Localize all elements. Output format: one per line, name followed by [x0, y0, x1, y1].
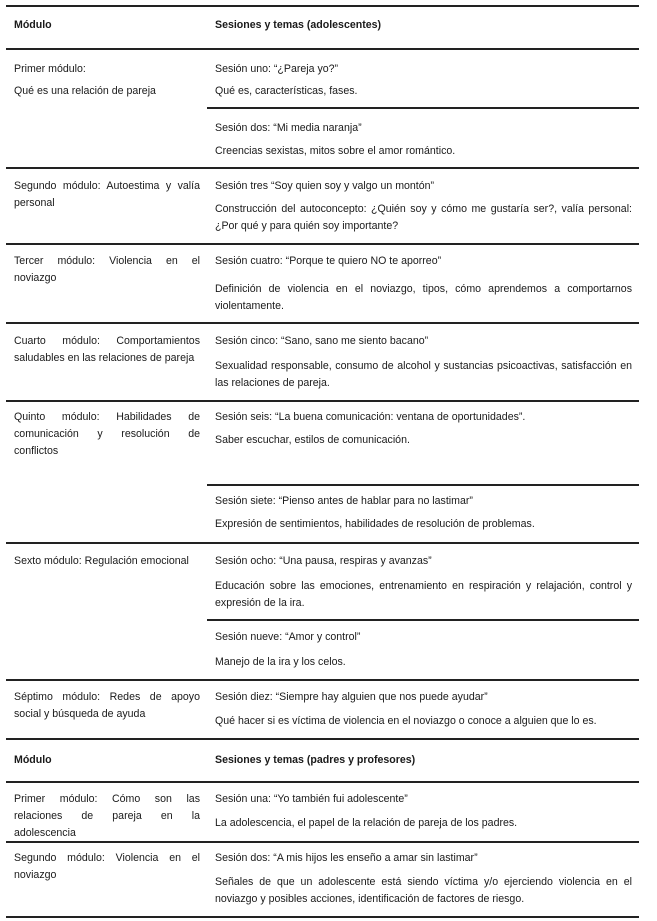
- session-topics: Qué hacer si es víctima de violencia en el noviazgo o conoce a alguien que lo es.: [215, 715, 597, 727]
- table-rule: [6, 5, 639, 7]
- module-name-detail: Qué es una relación de pareja: [14, 85, 156, 97]
- session-title: Sesión nueve: “Amor y control”: [215, 631, 361, 643]
- table-rule: [6, 48, 639, 50]
- table-rule: [6, 400, 639, 402]
- session-topics: Creencias sexistas, mitos sobre el amor romántico.: [215, 145, 456, 157]
- table-rule: [6, 322, 639, 324]
- table-rule: [6, 167, 639, 169]
- session-title: Sesión dos: “A mis hijos les enseño a amar sin lastimar”: [215, 852, 478, 864]
- session-topics: Señales de que un adolescente está siendo víctima y/o ejerciendo violencia en el noviazgo y posibles acciones, identificación de factores de riesgo.: [215, 876, 632, 905]
- table-rule: [6, 243, 639, 245]
- session-topics: Sexualidad responsable, consumo de alcohol y sustancias psicoactivas, satisfacción en las relaciones de pareja.: [215, 360, 632, 389]
- session-topics: Definición de violencia en el noviazgo, tipos, cómo aprendemos a comportarnos violentamente.: [215, 283, 632, 312]
- session-topics: Educación sobre las emociones, entrenamiento en respiración y relajación, control y expresión de la ira.: [215, 580, 632, 609]
- session-title: Sesión tres “Soy quien soy y valgo un montón”: [215, 180, 435, 192]
- session-rule: [207, 619, 639, 621]
- module-name: Primer módulo: Cómo son las relaciones de pareja en la adolescencia: [14, 793, 200, 839]
- table-rule: [6, 542, 639, 544]
- table-rule: [6, 841, 639, 843]
- module-name: Séptimo módulo: Redes de apoyo social y búsqueda de ayuda: [14, 691, 200, 720]
- session-topics: Construcción del autoconcepto: ¿Quién soy y cómo me gustaría ser?, valía personal: ¿Por qué y para quién soy importante?: [215, 203, 632, 232]
- session-topics: Expresión de sentimientos, habilidades de resolución de problemas.: [215, 518, 535, 530]
- session-title: Sesión cuatro: “Porque te quiero NO te aporreo”: [215, 255, 442, 267]
- module-name: Primer módulo:: [14, 63, 86, 75]
- session-title: Sesión dos: “Mi media naranja”: [215, 122, 362, 134]
- module-name: Segundo módulo: Violencia en el noviazgo: [14, 852, 200, 881]
- table-rule: [6, 781, 639, 783]
- header-module: Módulo: [14, 754, 52, 766]
- module-name: Tercer módulo: Violencia en el noviazgo: [14, 255, 200, 284]
- table-rule: [6, 679, 639, 681]
- header-sessions: Sesiones y temas (adolescentes): [215, 19, 382, 31]
- table-rule: [6, 916, 639, 918]
- session-title: Sesión seis: “La buena comunicación: ventana de oportunidades”.: [215, 411, 526, 423]
- header-sessions: Sesiones y temas (padres y profesores): [215, 754, 416, 766]
- session-rule: [207, 484, 639, 486]
- session-topics: Saber escuchar, estilos de comunicación.: [215, 434, 410, 446]
- session-topics: La adolescencia, el papel de la relación de pareja de los padres.: [215, 817, 518, 829]
- module-name: Segundo módulo: Autoestima y valía personal: [14, 180, 200, 209]
- session-topics: Manejo de la ira y los celos.: [215, 656, 346, 668]
- module-name: Sexto módulo: Regulación emocional: [14, 555, 189, 567]
- session-title: Sesión siete: “Pienso antes de hablar para no lastimar”: [215, 495, 473, 507]
- session-title: Sesión uno: “¿Pareja yo?”: [215, 63, 339, 75]
- module-name: Cuarto módulo: Comportamientos saludables en las relaciones de pareja: [14, 335, 200, 364]
- session-topics: Qué es, características, fases.: [215, 85, 358, 97]
- session-title: Sesión diez: “Siempre hay alguien que nos puede ayudar”: [215, 691, 488, 703]
- module-name: Quinto módulo: Habilidades de comunicación y resolución de conflictos: [14, 411, 200, 457]
- session-title: Sesión cinco: “Sano, sano me siento bacano”: [215, 335, 429, 347]
- session-rule: [207, 107, 639, 109]
- table-rule: [6, 738, 639, 740]
- header-module: Módulo: [14, 19, 52, 31]
- session-title: Sesión una: “Yo también fui adolescente”: [215, 793, 408, 805]
- session-title: Sesión ocho: “Una pausa, respiras y avanzas”: [215, 555, 432, 567]
